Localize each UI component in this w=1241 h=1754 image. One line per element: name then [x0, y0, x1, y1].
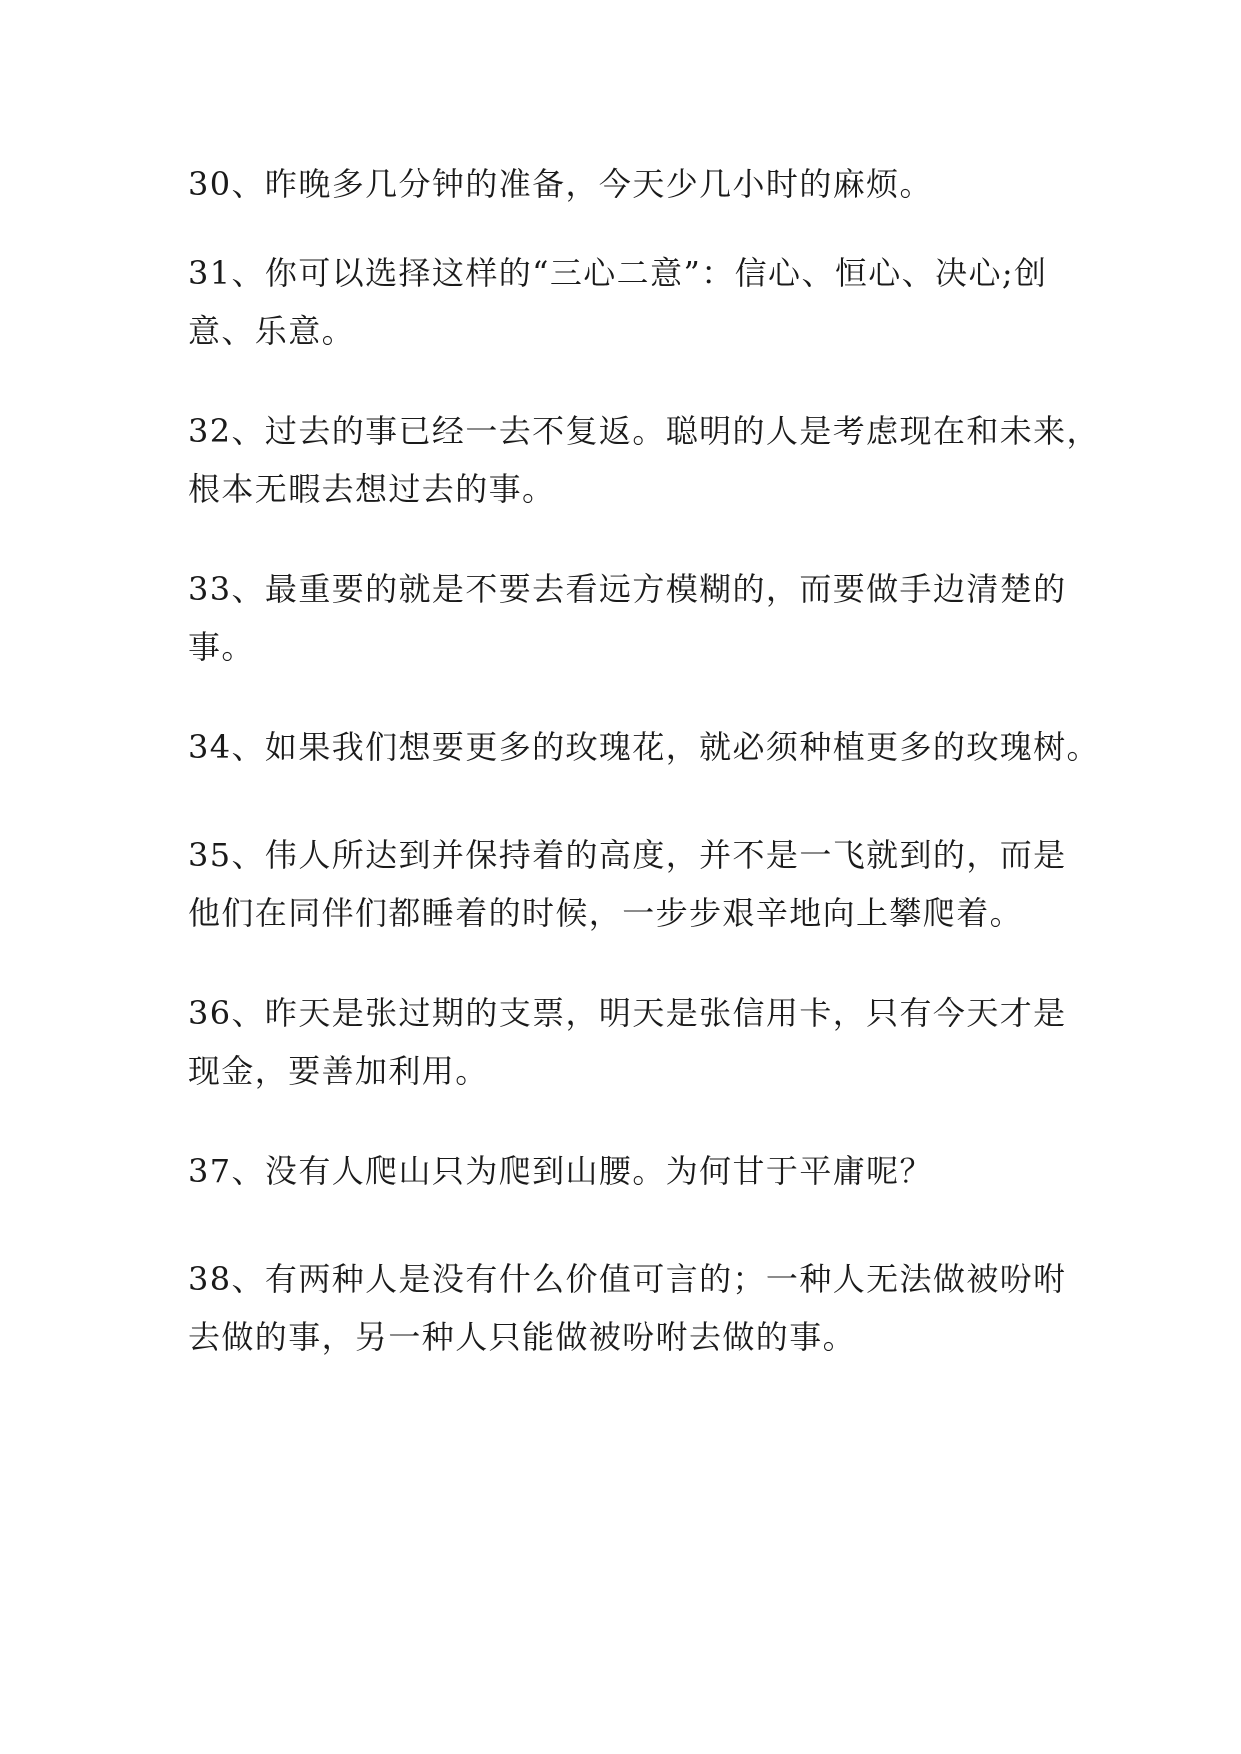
entry-32-line-1: 32、过去的事已经一去不复返。聪明的人是考虑现在和未来， [188, 412, 1100, 450]
entry-36-line-1: 36、昨天是张过期的支票，明天是张信用卡，只有今天才是 [188, 994, 1067, 1032]
entry-31-line-1: 31、你可以选择这样的“三心二意”：信心、恒心、决心;创 [188, 254, 1048, 292]
entry-33-line-1: 33、最重要的就是不要去看远方模糊的，而要做手边清楚的 [188, 570, 1067, 608]
entry-37-line-1: 37、没有人爬山只为爬到山腰。为何甘于平庸呢？ [188, 1152, 933, 1190]
entry-35-line-2: 他们在同伴们都睡着的时候，一步步艰辛地向上攀爬着。 [188, 894, 1024, 932]
entry-34-line-1: 34、如果我们想要更多的玫瑰花，就必须种植更多的玫瑰树。 [188, 728, 1100, 766]
entry-30-line-1: 30、昨晚多几分钟的准备，今天少几小时的麻烦。 [188, 165, 933, 203]
entry-31-line-2: 意、乐意。 [188, 312, 356, 350]
entry-35-line-1: 35、伟人所达到并保持着的高度，并不是一飞就到的，而是 [188, 836, 1067, 874]
entry-36-line-2: 现金，要善加利用。 [188, 1052, 489, 1090]
entry-32-line-2: 根本无暇去想过去的事。 [188, 470, 556, 508]
entry-38-line-2: 去做的事，另一种人只能做被吩咐去做的事。 [188, 1318, 857, 1356]
entry-38-line-1: 38、有两种人是没有什么价值可言的；一种人无法做被吩咐 [188, 1260, 1067, 1298]
entry-33-line-2: 事。 [188, 628, 255, 666]
